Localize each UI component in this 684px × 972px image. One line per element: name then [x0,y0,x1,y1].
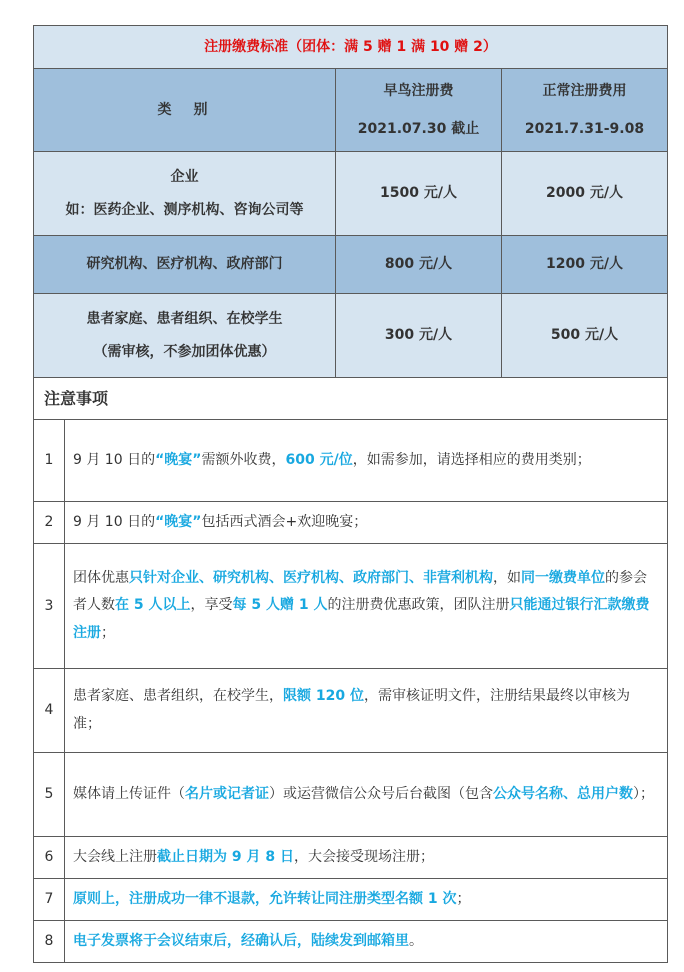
note-text-segment: 需额外收费， [201,451,286,468]
note-text-segment: ，大会接受现场注册； [293,848,434,865]
note-number: 2 [34,502,65,544]
normal-price: 1200 元/人 [502,236,668,294]
note-text-segment: ； [101,624,115,641]
notes-heading-row [34,378,668,420]
note-text-segment: 媒体请上传证件（ [73,785,185,802]
category-name: 研究机构、医疗机构、政府部门 [86,256,283,273]
category-name: 企业 [170,169,199,186]
category-name: 患者家庭、患者组织、在校学生 [86,311,283,328]
fee-row-enterprise [34,152,668,236]
note-text-segment: 的参会者人数 [73,570,647,614]
note-number: 4 [34,669,65,753]
note-text [65,921,668,963]
highlighted-text: 600 元/位 [285,451,353,468]
note-text [65,420,668,502]
note-text-segment: 的注册费优惠政策，团队注册 [327,597,510,614]
fee-row-category [34,294,336,378]
highlighted-text: 限额 120 位 [283,688,364,705]
early-bird-label: 早鸟注册费 [383,82,454,99]
normal-price: 2000 元/人 [502,152,668,236]
highlighted-text: “晚宴” [155,451,202,468]
title-row [34,26,668,69]
early-bird-price: 300 元/人 [336,294,502,378]
note-text-segment: 。 [409,932,423,949]
highlighted-text: 原则上，注册成功一律不退款，允许转让同注册类型名额 1 次 [73,890,457,907]
note-text-segment: 9 月 10 日的 [73,451,156,468]
highlighted-text: 名片或记者证 [185,785,269,802]
note-number: 1 [34,420,65,502]
note-row [34,837,668,879]
category-note: （需审核，不参加团体优惠） [93,343,276,360]
early-bird-header [336,69,502,152]
normal-fee-label: 正常注册费用 [542,82,627,99]
note-text-segment: ，如 [493,570,521,587]
note-number: 3 [34,544,65,669]
note-text-segment: 9 月 10 日的 [73,513,156,530]
note-number: 5 [34,753,65,837]
highlighted-text: 同一缴费单位 [521,570,605,587]
note-text-segment: ）； [633,785,654,802]
highlighted-text: 只能通过银行汇款缴费注册 [73,597,650,641]
note-number: 8 [34,921,65,963]
registration-fee-table [33,25,668,963]
highlighted-text: 截止日期为 9 月 8 日 [157,848,294,865]
note-text [65,753,668,837]
note-row [34,502,668,544]
note-row [34,879,668,921]
highlighted-text: 在 5 人以上 [115,597,191,614]
early-bird-date: 2021.07.30 截止 [357,121,480,137]
notes-heading: 注意事项 [34,378,668,420]
highlighted-text: 每 5 人赠 1 人 [232,597,328,614]
early-bird-price: 800 元/人 [336,236,502,294]
note-row [34,544,668,669]
note-text-segment: ，享受 [190,597,233,614]
fee-row-patients [34,294,668,378]
category-header-label: 类 别 [157,101,212,118]
note-row [34,420,668,502]
category-note: 如：医药企业、测序机构、咨询公司等 [65,201,304,218]
note-text [65,502,668,544]
highlighted-text: 只针对企业、研究机构、医疗机构、政府部门、非营利机构 [129,570,493,587]
fee-row-institutions [34,236,668,294]
normal-fee-date: 2021.7.31-9.08 [524,121,645,137]
note-text-segment: ； [456,890,471,907]
highlighted-text: 电子发票将于会议结束后，经确认后，陆续发到邮箱里 [73,932,409,949]
note-row [34,753,668,837]
note-number: 7 [34,879,65,921]
normal-price: 500 元/人 [502,294,668,378]
note-row [34,669,668,753]
note-text-segment: 患者家庭、患者组织，在校学生， [73,688,283,705]
fee-row-category [34,236,336,294]
highlighted-text: 公众号名称、总用户数 [493,785,633,802]
category-header [34,69,336,152]
note-text-segment: ，需审核证明文件，注册结果最终以审核为准； [73,688,630,732]
early-bird-price: 1500 元/人 [336,152,502,236]
note-text [65,669,668,753]
header-row [34,69,668,152]
note-number: 6 [34,837,65,879]
note-text [65,879,668,921]
note-row [34,921,668,963]
note-text-segment: ）或运营微信公众号后台截图（包含 [269,785,493,802]
note-text-segment: 包括西式酒会+欢迎晚宴； [201,513,368,530]
note-text-segment: ，如需参加，请选择相应的费用类别； [352,451,591,468]
note-text-segment: 大会线上注册 [73,848,157,865]
table-title: 注册缴费标准（团体：满 5 赠 1 满 10 赠 2） [34,26,668,69]
note-text [65,544,668,669]
note-text-segment: 团体优惠 [73,570,129,587]
normal-fee-header [502,69,668,152]
fee-row-category [34,152,336,236]
highlighted-text: “晚宴” [155,513,202,530]
note-text [65,837,668,879]
